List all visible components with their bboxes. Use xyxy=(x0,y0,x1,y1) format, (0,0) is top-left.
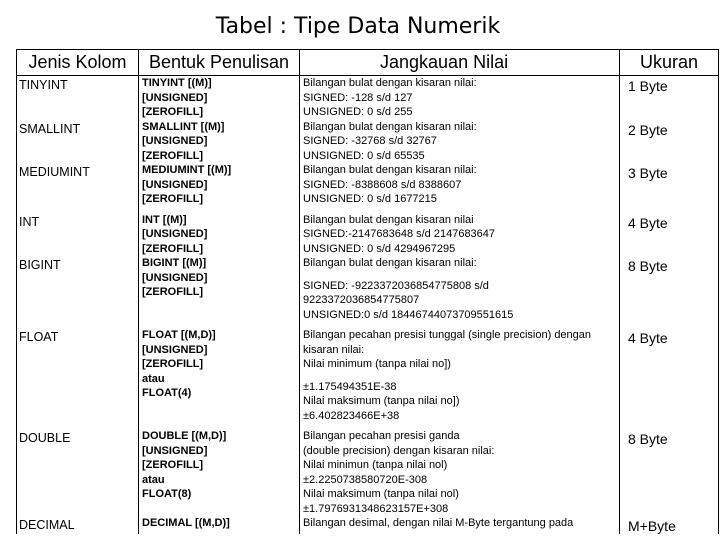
table-row xyxy=(17,213,719,257)
range-line: UNSIGNED:0 s/d 18446744073709551615 xyxy=(303,308,514,321)
jangkauan-nilai-cell xyxy=(300,328,620,423)
ukuran-cell: 8 Byte xyxy=(620,256,719,322)
range-line: SIGNED:-2147683648 s/d 2147683647 xyxy=(303,228,496,240)
range-line: Bilangan desimal, dengan nilai M-Byte tergantung pada xyxy=(303,517,574,529)
bentuk-penulisan-cell xyxy=(139,328,300,423)
bentuk-line: DOUBLE [(M,D)] xyxy=(142,430,227,442)
numeric-types-table xyxy=(16,49,719,534)
bentuk-penulisan-cell xyxy=(139,213,300,257)
jenis-kolom-cell: DECIMAL xyxy=(17,516,139,534)
range-line: SIGNED: -128 s/d 127 xyxy=(303,91,413,104)
jangkauan-nilai-cell xyxy=(300,429,620,516)
header-jenis-kolom: Jenis Kolom xyxy=(17,50,139,76)
jenis-kolom-cell: MEDIUMINT xyxy=(17,163,139,207)
range-line: SIGNED: -32768 s/d 32767 xyxy=(303,135,437,147)
bentuk-line: [ZEROFILL] xyxy=(142,286,204,298)
bentuk-line: atau xyxy=(142,473,165,486)
bentuk-line: [ZEROFILL] xyxy=(142,106,204,118)
page-title: Tabel : Tipe Data Numerik xyxy=(215,14,501,39)
bentuk-line: [ZEROFILL] xyxy=(142,193,204,205)
table-row xyxy=(17,516,719,534)
jenis-kolom-cell: TINYINT xyxy=(17,76,139,120)
range-line: Nilai minimum (tanpa nilai no]) xyxy=(303,358,451,370)
range-line: Nilai maksimum (tanpa nilai nol) xyxy=(303,488,459,500)
range-line: SIGNED: -8388608 s/d 8388607 xyxy=(303,178,462,191)
bentuk-penulisan-cell xyxy=(139,516,300,534)
bentuk-line: MEDIUMINT [(M)] xyxy=(142,164,232,176)
bentuk-line: [UNSIGNED] xyxy=(142,343,208,356)
header-ukuran: Ukuran xyxy=(620,50,719,76)
header-jangkauan-nilai: Jangkauan Nilai xyxy=(300,50,620,76)
bentuk-line: BIGINT [(M)] xyxy=(142,257,207,269)
bentuk-penulisan-cell xyxy=(139,163,300,207)
range-line: Bilangan pecahan presisi tunggal (single precision) dengan xyxy=(303,329,592,341)
ukuran-cell: 8 Byte xyxy=(620,429,719,516)
bentuk-line: [UNSIGNED] xyxy=(142,135,208,147)
bentuk-line: [ZEROFILL] xyxy=(142,149,204,162)
bentuk-line: INT [(M)] xyxy=(142,213,187,226)
ukuran-cell: 4 Byte xyxy=(620,328,719,423)
table-row xyxy=(17,256,719,322)
bentuk-line: TINYINT [(M)] xyxy=(142,77,212,89)
table-row xyxy=(17,163,719,207)
header-bentuk-penulisan: Bentuk Penulisan xyxy=(139,50,300,76)
jenis-kolom-cell: BIGINT xyxy=(17,256,139,322)
table-header-row xyxy=(17,50,719,76)
range-line: UNSIGNED: 0 s/d 65535 xyxy=(303,149,425,162)
range-line: ±1.175494351E-38 xyxy=(303,380,397,393)
bentuk-penulisan-cell xyxy=(139,256,300,322)
ukuran-cell: M+Byte xyxy=(620,516,719,534)
range-line: SIGNED: -9223372036854775808 s/d xyxy=(303,279,489,292)
range-line: UNSIGNED: 0 s/d 255 xyxy=(303,106,413,118)
range-line: Bilangan bulat dengan kisaran nilai: xyxy=(303,120,477,133)
ukuran-cell: 3 Byte xyxy=(620,163,719,207)
table-row xyxy=(17,76,719,120)
range-line: UNSIGNED: 0 s/d 1677215 xyxy=(303,193,437,205)
table-row xyxy=(17,120,719,164)
bentuk-line: [UNSIGNED] xyxy=(142,228,208,240)
jangkauan-nilai-cell xyxy=(300,76,620,120)
table-row xyxy=(17,328,719,423)
bentuk-line: [UNSIGNED] xyxy=(142,91,208,104)
range-line: kisaran nilai: xyxy=(303,343,365,356)
range-line: 9223372036854775807 xyxy=(303,294,420,306)
range-line: Nilai minimun (tanpa nilai nol) xyxy=(303,459,448,471)
range-line: Bilangan bulat dengan kisaran nilai: xyxy=(303,77,477,89)
table-row xyxy=(17,429,719,516)
bentuk-line: [UNSIGNED] xyxy=(142,444,208,457)
range-line: ±2.2250738580720E-308 xyxy=(303,473,428,486)
range-line: Bilangan bulat dengan kisaran nilai xyxy=(303,213,474,226)
bentuk-line: [ZEROFILL] xyxy=(142,459,204,471)
range-line xyxy=(303,271,616,279)
bentuk-penulisan-cell xyxy=(139,76,300,120)
jangkauan-nilai-cell xyxy=(300,163,620,207)
bentuk-penulisan-cell xyxy=(139,120,300,164)
jangkauan-nilai-cell xyxy=(300,120,620,164)
ukuran-cell: 2 Byte xyxy=(620,120,719,164)
bentuk-line: [ZEROFILL] xyxy=(142,358,204,370)
bentuk-line: atau xyxy=(142,372,165,385)
range-line: Bilangan bulat dengan kisaran nilai: xyxy=(303,257,477,269)
jenis-kolom-cell: SMALLINT xyxy=(17,120,139,164)
jangkauan-nilai-cell xyxy=(300,516,620,534)
range-line: Bilangan pecahan presisi ganda xyxy=(303,430,460,442)
bentuk-line: [ZEROFILL] xyxy=(142,242,204,255)
bentuk-line: FLOAT [(M,D)] xyxy=(142,329,216,341)
bentuk-line: [UNSIGNED] xyxy=(142,271,208,284)
bentuk-line: [UNSIGNED] xyxy=(142,178,208,191)
range-line: ±1.7976931348623157E+308 xyxy=(303,502,449,515)
ukuran-cell: 1 Byte xyxy=(620,76,719,120)
table-body xyxy=(17,76,719,534)
range-line: Bilangan bulat dengan kisaran nilai: xyxy=(303,164,477,176)
bentuk-penulisan-cell xyxy=(139,429,300,516)
jenis-kolom-cell: FLOAT xyxy=(17,328,139,423)
range-line: UNSIGNED: 0 s/d 4294967295 xyxy=(303,242,456,255)
jenis-kolom-cell: DOUBLE xyxy=(17,429,139,516)
jangkauan-nilai-cell xyxy=(300,213,620,257)
range-line: (double precision) dengan kisaran nilai: xyxy=(303,444,495,457)
range-line: ±6.402823466E+38 xyxy=(303,409,400,422)
bentuk-line: FLOAT(4) xyxy=(142,387,192,399)
bentuk-line: DECIMAL [(M,D)] xyxy=(142,517,230,529)
jangkauan-nilai-cell xyxy=(300,256,620,322)
jenis-kolom-cell: INT xyxy=(17,213,139,257)
bentuk-line: FLOAT(8) xyxy=(142,488,192,500)
ukuran-cell: 4 Byte xyxy=(620,213,719,257)
range-line: Nilai maksimum (tanpa nilai no]) xyxy=(303,395,460,407)
bentuk-line: SMALLINT [(M)] xyxy=(142,120,225,133)
range-line xyxy=(303,372,616,380)
